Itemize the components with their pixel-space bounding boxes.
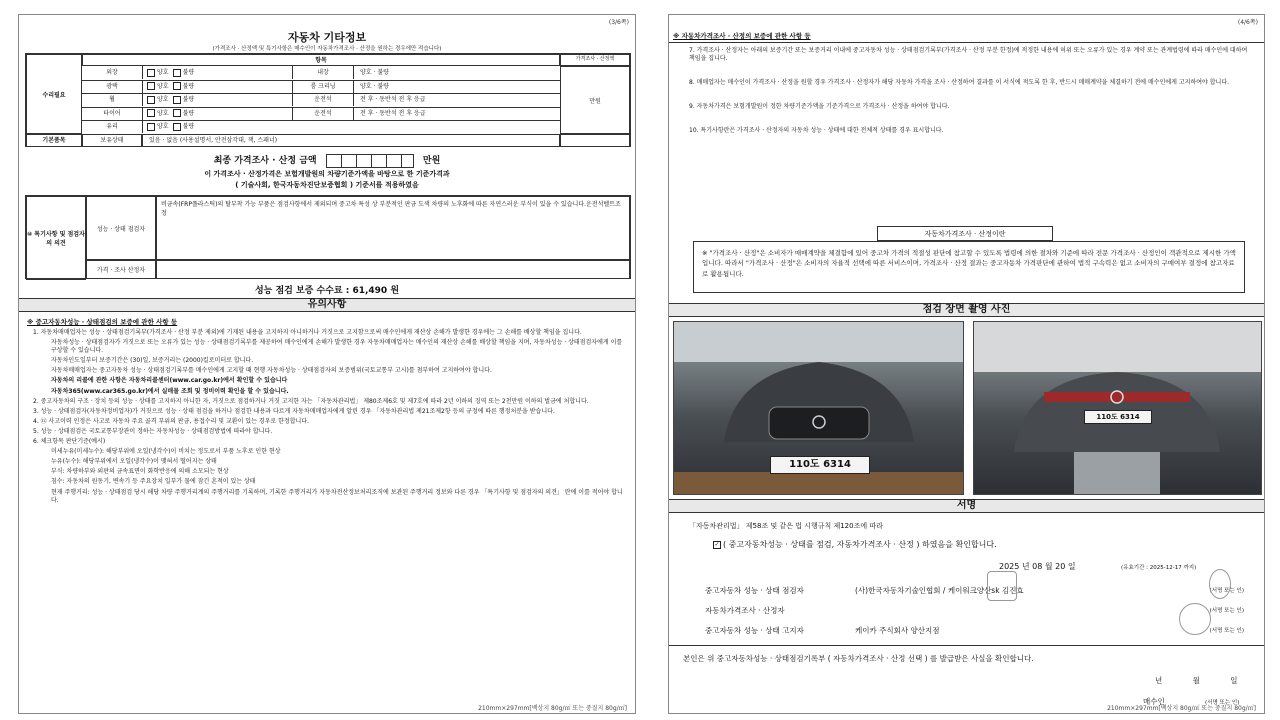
role-label: 중고자동차 성능 · 상태 고지자 — [705, 626, 804, 635]
special-perf-text: 비금속(FRP플라스틱)의 탈부착 가능 부품은 점검사항에서 제외되며 중고차 특성 상 부분적인 판금 도색 차량의 노후화에 따른 자연스러운 부식이 있을 수 있습니다.운전석벨트조정 — [156, 196, 630, 260]
repair-row — [82, 80, 560, 95]
final-amount-row — [19, 153, 635, 168]
basic-sub: 보유상태 — [82, 134, 142, 147]
basic-price — [560, 134, 630, 147]
right-footer: 210mm×297mm[백상지 80g/㎡ 또는 중질지 80g/㎡] — [1107, 705, 1256, 712]
signature-rows — [705, 581, 1244, 641]
price-notes — [679, 47, 1250, 151]
role-name: 케이카 주식회사 양산지점 — [855, 626, 940, 635]
front-plate: 110도 6314 — [770, 456, 870, 474]
repair-item-name: 외장 — [82, 66, 143, 79]
about-text: ※ "가격조사 · 산정"은 소비자가 매매계약을 체결함에 있어 중고차 가격의 적절성 판단에 참고할 수 있도록 법령에 의한 절차와 기준에 따라 전문 가격조사 · 산정인이 객관적으로 제시한 가액입니다. 따라서 "가격조사 · 산정"은 소비자의 자율적 선택에 따른 서비스이며, 가격조사 · 산정 결과는 중고자동차 가격판단에 관하여 법적 구속력은 없고 소비자의 구매여부 결정에 참고자료로 활용됩니다. — [693, 241, 1245, 293]
notice-item: 부식: 차량하부와 외판의 금속표면이 화학반응에 의해 소모되는 현상 — [51, 468, 229, 476]
special-table — [25, 195, 631, 279]
doc-title: 자동차 기타정보 — [287, 31, 367, 44]
special-label: ⑩ 특기사항 및 점검자의 의견 — [26, 196, 86, 280]
repair-item-name: 내장 — [292, 66, 354, 79]
notice-list — [33, 329, 625, 507]
checkbox-icon[interactable] — [147, 69, 155, 77]
front-photo — [673, 321, 964, 495]
checkbox-icon[interactable] — [173, 109, 181, 117]
repair-item-name: 휠 — [82, 93, 143, 106]
repair-row — [82, 66, 560, 81]
special-price-text — [156, 260, 630, 279]
checkbox-icon[interactable] — [147, 109, 155, 117]
repair-item-name: 타이어 — [82, 107, 143, 120]
repair-option: 양호 · 불량 — [360, 69, 389, 76]
final-unit: 만원 — [422, 156, 441, 166]
photo-title: 점검 장면 촬영 사진 — [669, 303, 1264, 317]
checkbox-icon[interactable] — [173, 82, 181, 90]
repair-item-name: 운전석 — [292, 107, 354, 120]
buyer-sign: (서명 또는 인) — [1205, 700, 1240, 706]
basic-opts: 있음 · 없음 (사용설명서, 안전삼각대, 잭, 스패너) — [142, 134, 560, 147]
left-page — [18, 14, 636, 714]
sign-title: 서명 — [669, 499, 1264, 513]
repair-option: 불량 — [182, 123, 195, 131]
signature-row — [705, 621, 1244, 641]
checkbox-icon[interactable] — [147, 96, 155, 104]
notice-header: ※ 중고자동차성능 · 상태점검의 보증에 관한 사항 등 — [27, 318, 178, 326]
role-label: 중고자동차 성능 · 상태 점검자 — [705, 586, 804, 595]
repair-option: 전 후 · 동반석 전 후 응급 — [360, 109, 426, 117]
official-stamp-icon — [1179, 603, 1211, 635]
repair-option: 양호 — [157, 96, 169, 104]
final-label: 최종 가격조사 · 산정 금액 — [213, 156, 317, 166]
basis-1: 이 가격조사 · 산정가격은 보험개발원의 차량기준가액을 바탕으로 한 기준가격과 — [204, 170, 450, 178]
repair-item-name: 광택 — [82, 80, 143, 93]
checkbox-icon[interactable] — [147, 123, 155, 131]
price-note-item: 8. 매매업자는 매수인이 가격조사 · 산정을 원할 경우 가격조사 · 산정자가 해당 자동차 가격을 조사 · 산정하여 결과를 이 서식에 적도록 한 후, 반드시 매매계약을 체결하기 전에 매수인에게 고지하여야 합니다. — [689, 79, 1230, 87]
right-page — [668, 14, 1265, 714]
repair-rows — [82, 66, 560, 134]
signature-stamp-icon — [1209, 569, 1231, 599]
about-title: 자동차가격조사 · 산정이란 — [877, 226, 1053, 241]
notice-item: 6. 체크항목 판단기준(예시) — [33, 438, 106, 446]
special-perf: 성능 · 상태 점검자 — [86, 196, 156, 260]
checkbox-icon[interactable] — [173, 69, 181, 77]
repair-table — [25, 53, 631, 147]
repair-label: 수리필요 — [26, 54, 82, 134]
notice-item: 자동차365(www.car365.go.kr)에서 실매물 조회 및 정비이력 확인을 할 수 있습니다. — [51, 387, 289, 395]
notice-item: 3. 성능 · 상태점검자(자동차정비업자)가 거짓으로 성능 · 상태 점검을 하거나 점검한 내용과 다르게 자동차매매업자에게 알린 경우 「자동차관리법 제21조제2항 등의 규정에 따른 행정처분을 받습니다. — [33, 407, 555, 415]
notice-item: 자동차인도일부터 보증기간은 (30)일, 보증거리는 (2000)킬로미터로 합니다. — [51, 357, 254, 365]
divider — [669, 42, 1264, 43]
repair-option: 불량 — [182, 109, 195, 117]
notice-item: 현재 주행거리: 성능 · 상태점검 당시 해당 차량 주행거리계의 주행거리를 기록하며, 기록한 주행거리가 자동차전산정보처리조직에 보관된 주행거리 정보와 다른 경우 「특기사항 및 점검자의 의견」 란에 이를 적어야 합니다. — [51, 488, 623, 504]
notice-item: 자동차의 리콜에 관한 사항은 자동차리콜센터(www.car.go.kr)에서 확인할 수 있습니다 — [51, 377, 288, 385]
left-footer: 210mm×297mm[백상지 80g/㎡ 또는 중질지 80g/㎡] — [478, 705, 627, 712]
notice-item: 누유(누수): 해당부위에서 오일(냉각수)이 맺혀서 떨어지는 상태 — [51, 458, 217, 466]
price-note-item: 9. 자동차가격은 보험개발원이 정한 차량기준가액을 기준가격으로 가격조사 · 산정을 하여야 합니다. — [689, 103, 950, 111]
repair-option: 불량 — [182, 96, 195, 104]
basic-label: 기본품목 — [26, 134, 82, 147]
doc-subtitle: (가격조사 · 산정액 및 특기사항은 매수인이 자동차가격조사 · 산정을 원하는 경우에만 적습니다) — [212, 46, 442, 52]
signature-row — [705, 601, 1244, 621]
company-seal-icon — [987, 571, 1017, 601]
col-price: 가격조사 · 산정액 — [560, 54, 630, 66]
repair-item-name: 룸 크리닝 — [292, 80, 354, 93]
repair-option: 전 후 · 동반석 전 후 응급 — [360, 96, 426, 104]
role-name: (사)한국자동차기술인협회 / 케이워크양산sk 김진효 — [855, 586, 1024, 595]
repair-option: 양호 — [157, 123, 169, 131]
notice-item: 자동차매매업자는 중고자동차 성능 · 상태점검기록부를 매수인에게 고지할 때 현행 자동차성능 · 상태점검자의 보증범위(국토교통부 고시)를 첨부하여 고지하여야 합니다. — [51, 367, 492, 375]
receive-line: 본인은 위 중고자동차성능 · 상태점검기록부 ( 자동차가격조사 · 산정 선택 ) 를 발급받은 사실을 확인합니다. — [683, 654, 1034, 663]
role-sign: (서명 또는 인) — [1209, 608, 1244, 614]
role-sign: (서명 또는 인) — [1209, 588, 1244, 594]
repair-row — [82, 120, 560, 135]
notice-item: 침수: 자동차의 원동기, 변속기 등 주요장치 일부가 물에 잠긴 흔적이 있는 상태 — [51, 478, 256, 486]
divider — [669, 645, 1264, 646]
checked-box-icon[interactable]: ✓ — [714, 540, 720, 548]
rear-car-icon — [974, 322, 1261, 494]
repair-row — [82, 107, 560, 122]
repair-option: 양호 — [157, 109, 169, 117]
date-line: 2025 년 08 월 20 일 — [999, 562, 1076, 571]
checkbox-icon[interactable] — [173, 123, 181, 131]
basis-2: ( 기술사회, 한국자동차진단보증협회 ) 기준서를 적용하였음 — [235, 181, 419, 189]
repair-option: 불량 — [182, 82, 195, 90]
price-won: 만원 — [560, 66, 630, 134]
role-sign: (서명 또는 인) — [1209, 628, 1244, 634]
valid-until: (유효기간 : 2025-12-17 까지) — [1121, 565, 1197, 571]
signature-row — [705, 581, 1244, 601]
repair-option: 양호 — [157, 69, 169, 76]
receive-date: 년 월 일 — [1155, 676, 1238, 685]
law-line: 「자동차관리법」 제58조 및 같은 법 시행규칙 제120조에 따라 — [689, 522, 883, 530]
checkbox-icon[interactable] — [147, 82, 155, 90]
col-item: 항목 — [82, 54, 560, 66]
checkbox-icon[interactable] — [173, 96, 181, 104]
final-amount-boxes[interactable] — [326, 154, 414, 168]
page-number: (3/6쪽) — [608, 19, 629, 26]
notice-item: 5. 성능 · 상태점검은 국토교통부장관이 정하는 자동차성능 · 상태점검방법에 따라야 합니다. — [33, 427, 273, 435]
rear-photo — [973, 321, 1262, 495]
repair-item-name: 운전석 — [292, 93, 354, 106]
repair-row — [82, 93, 560, 108]
repair-option: 양호 — [157, 82, 169, 90]
notice-item: 1. 자동차매매업자는 성능 · 상태점검기록부(가격조사 · 산정 부분 제외)에 기재된 내용을 고지하지 아니하거나 거짓으로 고지함으로써 매수인에게 재산상 손해가 발생한 경우에는 그 손해를 배상할 책임을 집니다. — [33, 329, 582, 336]
notice-item: 2. 중고자동차의 구조 · 장치 등의 성능 · 상태를 고지하지 아니한 자, 거짓으로 점검하거나 거짓 고지한 자는 「자동차관리법」 제80조제6호 및 제7호에 따라 2년 이하의 징역 또는 2천만원 이하의 벌금에 처합니다. — [33, 397, 589, 405]
role-label: 자동차가격조사 · 산정자 — [705, 606, 785, 615]
price-note-item: 10. 특기사항란은 가격조사 · 산정자의 자동차 성능 · 상태에 대한 전체적 상태를 경우 표시합니다. — [689, 127, 944, 135]
special-price: 가격 · 조사 산정자 — [86, 260, 156, 279]
buyer-label: 매수인 — [1143, 697, 1165, 706]
repair-option: 불량 — [182, 69, 195, 76]
right-header: ※ 자동차가격조사 · 산정의 보증에 관한 사항 등 — [673, 32, 811, 40]
confirm-line: ( 중고자동차성능 · 상태를 점검, 자동차가격조사 · 산정 ) 하였음을 확인합니다. — [723, 540, 997, 549]
repair-item-name: 유리 — [82, 120, 143, 133]
page-number: (4/6쪽) — [1237, 19, 1258, 26]
notice-title: 유의사항 — [19, 298, 635, 312]
inspection-fee: 성능 점검 보증 수수료 : 61,490 원 — [254, 286, 400, 296]
notice-item: 4. ⑫ 사고이력 인정은 사고로 자동차 주요 골격 부위의 판금, 용접수리 및 교환이 있는 경우로 한정합니다. — [33, 417, 309, 425]
repair-option: 양호 · 불량 — [360, 82, 389, 90]
rear-plate: 110도 6314 — [1084, 410, 1152, 424]
price-note-item: 7. 가격조사 · 산정자는 아래의 보증기간 또는 보증거리 이내에 중고자동차 성능 · 상태점검기록부(가격조사 · 산정 부분 한정)에 적정한 내용에 허위 또는 오류가 있는 경우 계약 또는 관계법령에 따라 매수인에 대하여 책임을 집니다. — [689, 47, 1248, 63]
notice-item: 미세누유(미세누수): 해당부위에 오일(냉각수)이 비치는 정도로서 부품 노후로 인한 현상 — [51, 448, 281, 456]
confirm-row — [709, 539, 997, 550]
notice-item: 자동차성능 · 상태점검자가 거짓으로 또는 오류가 있는 성능 · 상태점검기록부를 제공하여 매수인에게 손해가 발생한 경우 자동차매매업자는 매수인의 재산상 손해를 배상할 책임을 지며, 자동차성능 · 상태점검자에게 이를 구상할 수 있습니다. — [51, 339, 623, 355]
